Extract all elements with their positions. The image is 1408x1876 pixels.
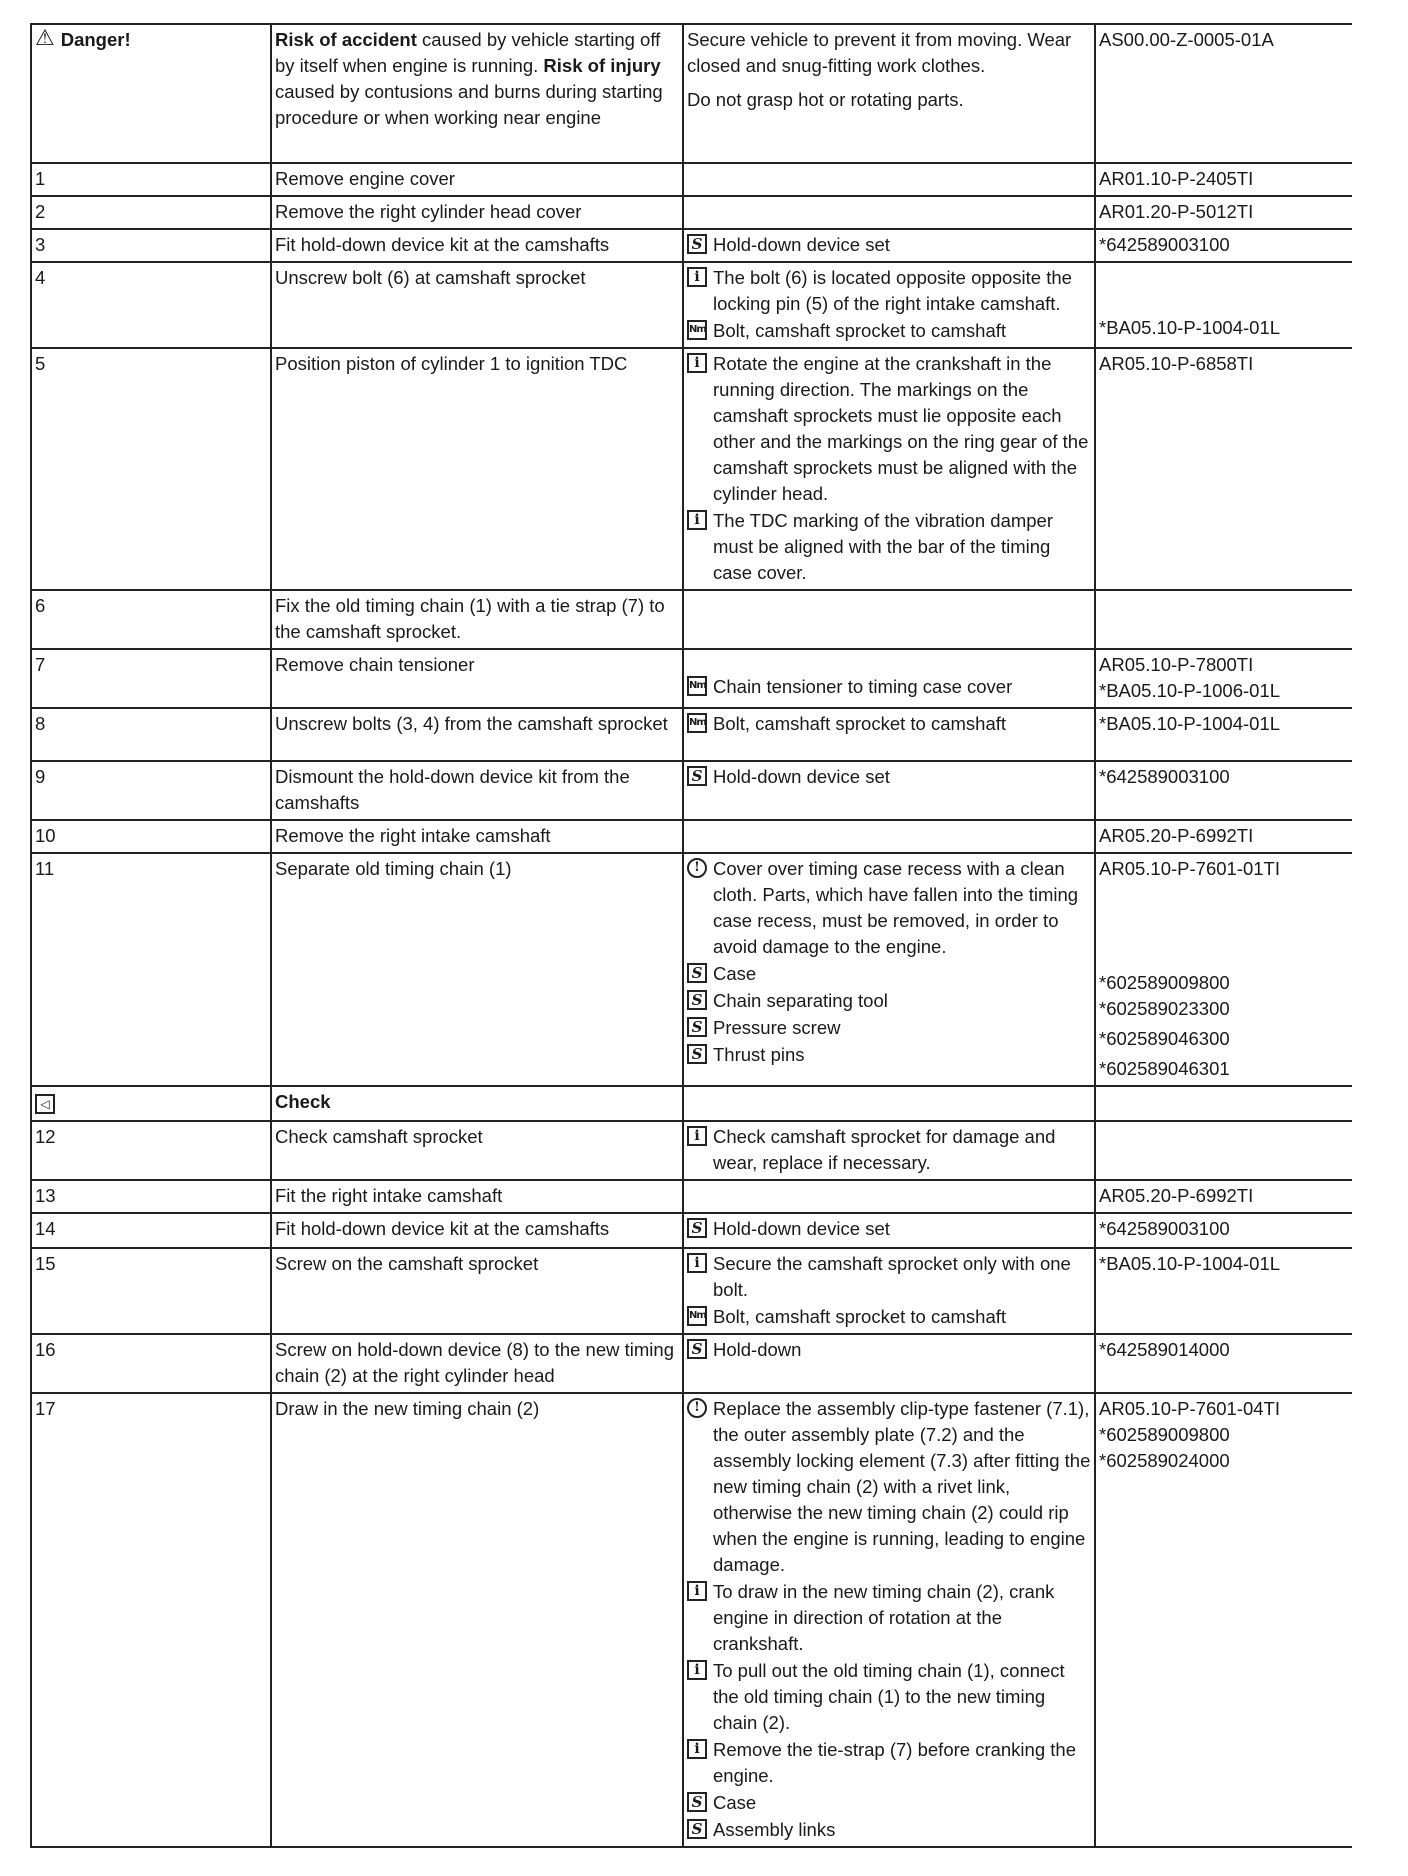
step-action: Draw in the new timing chain (2) (275, 1398, 540, 1419)
danger-row (31, 24, 1352, 163)
special-tool-icon: S (687, 1819, 707, 1839)
step-action-cell (271, 1213, 683, 1248)
note-line (687, 1579, 1091, 1657)
special-tool-icon: S (687, 990, 707, 1010)
reference-cell (1095, 1393, 1352, 1847)
reference-cell (1095, 853, 1352, 1086)
info-icon: i (687, 353, 707, 373)
step-action: Remove the right intake camshaft (275, 825, 551, 846)
step-number: 3 (35, 234, 46, 255)
step-number-cell (31, 590, 271, 649)
reference-cell (1095, 708, 1352, 761)
info-icon: i (687, 1739, 707, 1759)
special-tool-icon: S (687, 1218, 707, 1238)
note-text: Hold-down device set (713, 1218, 890, 1239)
danger-measures-cell (683, 24, 1095, 163)
step-notes-cell (683, 196, 1095, 229)
step-number-cell (31, 348, 271, 590)
step-number: 12 (35, 1126, 56, 1147)
reference-code: AR01.20-P-5012TI (1099, 201, 1254, 222)
step-action-cell (271, 1121, 683, 1180)
note-line (687, 508, 1091, 586)
step-notes-cell (683, 229, 1095, 262)
step-action: Remove the right cylinder head cover (275, 201, 582, 222)
step-action-cell (271, 348, 683, 590)
reference-code: *642589003100 (1099, 766, 1230, 787)
step-row (31, 262, 1352, 348)
note-text: The bolt (6) is located opposite opposite the locking pin (5) of the right intake camshaft. (713, 267, 1072, 314)
reference-cell (1095, 761, 1352, 820)
info-icon: i (687, 267, 707, 287)
step-number-cell (31, 708, 271, 761)
step-row (31, 708, 1352, 761)
note-line (687, 232, 1091, 258)
step-action-cell (271, 590, 683, 649)
step-number-cell (31, 262, 271, 348)
reference-code: *602589046301 (1099, 1058, 1230, 1079)
special-tool-icon: S (687, 1339, 707, 1359)
step-action-cell (271, 196, 683, 229)
step-number: 14 (35, 1218, 56, 1239)
note-line (687, 764, 1091, 790)
note-text: Thrust pins (713, 1044, 805, 1065)
note-line (687, 351, 1091, 507)
note-text: Pressure screw (713, 1017, 841, 1038)
note-line (687, 988, 1091, 1014)
note-text: Bolt, camshaft sprocket to camshaft (713, 713, 1007, 734)
step-action-cell (271, 262, 683, 348)
torque-nm-icon: Nm (687, 320, 707, 340)
special-tool-icon: S (687, 766, 707, 786)
step-action: Check camshaft sprocket (275, 1126, 483, 1147)
note-text: Remove the tie-strap (7) before cranking the engine. (713, 1739, 1076, 1786)
step-notes-cell (683, 1393, 1095, 1847)
step-number: 8 (35, 713, 46, 734)
reference-code: *602589009800 (1099, 972, 1230, 993)
note-line (687, 265, 1091, 317)
reference-cell (1095, 348, 1352, 590)
note-line (687, 1337, 1091, 1363)
step-row (31, 1180, 1352, 1213)
procedure-table (30, 23, 1352, 1848)
note-text: Chain separating tool (713, 990, 888, 1011)
step-action-cell (271, 163, 683, 196)
step-notes-cell (683, 262, 1095, 348)
reference-cell (1095, 262, 1352, 348)
note-text: To draw in the new timing chain (2), crank engine in direction of rotation at the crankshaft. (713, 1581, 1055, 1654)
danger-risk-cell (271, 24, 683, 163)
step-action-cell (271, 229, 683, 262)
step-number: 10 (35, 825, 56, 846)
step-action: Dismount the hold-down device kit from the camshafts (275, 766, 630, 813)
step-action-cell (271, 820, 683, 853)
note-text: Chain tensioner to timing case cover (713, 676, 1013, 697)
step-number: 15 (35, 1253, 56, 1274)
note-text: Rotate the engine at the crankshaft in the running direction. The markings on the camshaft sprockets must lie opposite each other and the markings on the ring gear of the camshaft sprockets must be aligned with the cylinder head. (713, 353, 1089, 504)
step-row (31, 590, 1352, 649)
step-action-cell (271, 1248, 683, 1334)
reference-cell (1095, 1213, 1352, 1248)
note-text: Hold-down (713, 1339, 802, 1360)
note-text: Assembly links (713, 1819, 836, 1840)
note-text: Secure the camshaft sprocket only with one bolt. (713, 1253, 1071, 1300)
reference-cell (1095, 1334, 1352, 1393)
step-action: Fix the old timing chain (1) with a tie strap (7) to the camshaft sprocket. (275, 595, 665, 642)
reference-cell (1095, 1248, 1352, 1334)
step-action: Screw on the camshaft sprocket (275, 1253, 539, 1274)
risk-accident-text: caused by vehicle starting off by itself when engine is running. (275, 29, 661, 76)
step-number: 16 (35, 1339, 56, 1360)
reference-code: AR05.10-P-7601-04TI (1099, 1398, 1280, 1419)
step-row (31, 820, 1352, 853)
note-line (687, 1015, 1091, 1041)
step-number: 1 (35, 168, 46, 189)
reference-code: *602589009800 (1099, 1424, 1230, 1445)
step-number-cell (31, 1248, 271, 1334)
step-row (31, 163, 1352, 196)
step-row (31, 1334, 1352, 1393)
step-action: Fit hold-down device kit at the camshafts (275, 234, 610, 255)
note-text: Cover over timing case recess with a clean cloth. Parts, which have fallen into the timing case recess, must be removed, in order to avoid damage to the engine. (713, 858, 1079, 957)
step-notes-cell (683, 708, 1095, 761)
step-row (31, 1248, 1352, 1334)
info-icon: i (687, 1581, 707, 1601)
note-line (687, 1737, 1091, 1789)
special-tool-icon: S (687, 1044, 707, 1064)
note-line (687, 1216, 1091, 1242)
back-arrow-icon: ◁ (35, 1094, 55, 1114)
step-row (31, 649, 1352, 708)
step-notes-cell (683, 348, 1095, 590)
step-action-cell (271, 1393, 683, 1847)
danger-ref-cell (1095, 24, 1352, 163)
step-number: 6 (35, 595, 46, 616)
special-tool-icon: S (687, 1017, 707, 1037)
reference-cell (1095, 649, 1352, 708)
note-line (687, 1396, 1091, 1578)
note-line (687, 1658, 1091, 1736)
step-row (31, 196, 1352, 229)
step-action: Unscrew bolts (3, 4) from the camshaft sprocket (275, 713, 668, 734)
step-row (31, 1213, 1352, 1248)
step-number: 13 (35, 1185, 56, 1206)
step-action-cell (271, 649, 683, 708)
note-line (687, 1790, 1091, 1816)
reference-code: AR05.10-P-7800TI (1099, 654, 1254, 675)
step-number-cell (31, 1086, 271, 1121)
note-line (687, 318, 1091, 344)
step-number-cell (31, 1121, 271, 1180)
step-row (31, 348, 1352, 590)
reference-cell (1095, 229, 1352, 262)
reference-code: AR05.20-P-6992TI (1099, 1185, 1254, 1206)
step-row (31, 1393, 1352, 1847)
note-text: Check camshaft sprocket for damage and wear, replace if necessary. (713, 1126, 1056, 1173)
reference-code: *642589003100 (1099, 1218, 1230, 1239)
check-row (31, 1086, 1352, 1121)
reference-cell (1095, 590, 1352, 649)
repair-document (30, 23, 1352, 1859)
special-tool-icon: S (687, 1792, 707, 1812)
step-action: Unscrew bolt (6) at camshaft sprocket (275, 267, 586, 288)
step-action: Remove chain tensioner (275, 654, 475, 675)
step-action: Remove engine cover (275, 168, 455, 189)
reference-cell (1095, 1086, 1352, 1121)
reference-code: *642589014000 (1099, 1339, 1230, 1360)
info-icon: i (687, 1660, 707, 1680)
step-notes-cell (683, 820, 1095, 853)
note-line (687, 1817, 1091, 1843)
step-number: 5 (35, 353, 46, 374)
step-notes-cell (683, 1248, 1095, 1334)
reference-code: AR01.10-P-2405TI (1099, 168, 1254, 189)
step-number-cell (31, 163, 271, 196)
note-line (687, 1042, 1091, 1068)
step-action: Fit hold-down device kit at the camshafts (275, 1218, 610, 1239)
step-number-cell (31, 1180, 271, 1213)
step-notes-cell (683, 1334, 1095, 1393)
caution-icon: ! (687, 1398, 707, 1418)
reference-code: *602589046300 (1099, 1028, 1230, 1049)
danger-cell (31, 24, 271, 163)
note-text: The TDC marking of the vibration damper must be aligned with the bar of the timing case cover. (713, 510, 1054, 583)
note-text: Replace the assembly clip-type fastener (7.1), the outer assembly plate (7.2) and the assembly locking element (7.3) after fitting the new timing chain (2) with a rivet link, otherwise the new timing chain (2) could rip when the engine is running, leading to engine damage. (713, 1398, 1091, 1575)
step-number: 11 (35, 858, 55, 879)
special-tool-icon: S (687, 234, 707, 254)
step-number-cell (31, 761, 271, 820)
reference-code: AR05.20-P-6992TI (1099, 825, 1254, 846)
step-notes-cell (683, 1121, 1095, 1180)
danger-reference: AS00.00-Z-0005-01A (1099, 29, 1274, 50)
step-row (31, 1121, 1352, 1180)
reference-code: *602589024000 (1099, 1450, 1230, 1471)
note-text: Bolt, camshaft sprocket to camshaft (713, 1306, 1007, 1327)
reference-code: *642589003100 (1099, 234, 1230, 255)
danger-label: Danger! (60, 29, 131, 50)
check-heading: Check (275, 1091, 331, 1112)
step-notes-cell (683, 853, 1095, 1086)
step-notes-cell (683, 649, 1095, 708)
step-action-cell (271, 1086, 683, 1121)
reference-cell (1095, 163, 1352, 196)
step-number: 17 (35, 1398, 56, 1419)
risk-injury-text: caused by contusions and burns during starting procedure or when working near engine (275, 81, 663, 128)
step-action-cell (271, 708, 683, 761)
step-notes-cell (683, 163, 1095, 196)
note-line (687, 1304, 1091, 1330)
risk-injury-label: Risk of injury (543, 55, 661, 76)
step-row (31, 853, 1352, 1086)
reference-code: AR05.10-P-6858TI (1099, 353, 1254, 374)
step-notes-cell (683, 590, 1095, 649)
note-text: Hold-down device set (713, 234, 890, 255)
note-text: To pull out the old timing chain (1), connect the old timing chain (1) to the new timing chain (2). (713, 1660, 1065, 1733)
step-number-cell (31, 1334, 271, 1393)
reference-code: *602589023300 (1099, 998, 1230, 1019)
step-notes-cell (683, 1180, 1095, 1213)
reference-cell (1095, 1180, 1352, 1213)
step-action: Screw on hold-down device (8) to the new timing chain (2) at the right cylinder head (275, 1339, 674, 1386)
note-line (687, 1124, 1091, 1176)
note-line (687, 711, 1091, 737)
step-notes-cell (683, 761, 1095, 820)
danger-measure: Secure vehicle to prevent it from moving. Wear closed and snug-fitting work clothes. (687, 29, 1072, 76)
info-icon: i (687, 1253, 707, 1273)
step-action-cell (271, 761, 683, 820)
reference-code: *BA05.10-P-1006-01L (1099, 680, 1281, 701)
step-number-cell (31, 820, 271, 853)
reference-code: *BA05.10-P-1004-01L (1099, 317, 1281, 338)
torque-nm-icon: Nm (687, 1306, 707, 1326)
step-number-cell (31, 853, 271, 1086)
reference-cell (1095, 1121, 1352, 1180)
step-action-cell (271, 1334, 683, 1393)
step-notes-cell (683, 1213, 1095, 1248)
note-text: Hold-down device set (713, 766, 890, 787)
step-number: 2 (35, 201, 46, 222)
step-number-cell (31, 1213, 271, 1248)
caution-icon: ! (687, 858, 707, 878)
special-tool-icon: S (687, 963, 707, 983)
step-row (31, 229, 1352, 262)
step-number-cell (31, 649, 271, 708)
step-number-cell (31, 196, 271, 229)
note-line (687, 856, 1091, 960)
note-line (687, 1251, 1091, 1303)
step-number: 7 (35, 654, 46, 675)
danger-measure: Do not grasp hot or rotating parts. (687, 89, 964, 110)
note-text: Case (713, 1792, 757, 1813)
reference-code: AR05.10-P-7601-01TI (1099, 858, 1280, 879)
note-text: Bolt, camshaft sprocket to camshaft (713, 320, 1007, 341)
warning-triangle-icon: ⚠ (35, 26, 55, 51)
step-number: 4 (35, 267, 46, 288)
info-icon: i (687, 1126, 707, 1146)
torque-nm-icon: Nm (687, 676, 707, 696)
torque-nm-icon: Nm (687, 713, 707, 733)
step-number: 9 (35, 766, 46, 787)
step-action: Fit the right intake camshaft (275, 1185, 503, 1206)
reference-cell (1095, 196, 1352, 229)
step-action: Separate old timing chain (1) (275, 858, 512, 879)
step-notes-cell (683, 1086, 1095, 1121)
note-line (687, 674, 1091, 700)
step-number-cell (31, 229, 271, 262)
info-icon: i (687, 510, 707, 530)
step-action-cell (271, 853, 683, 1086)
note-text: Case (713, 963, 757, 984)
step-action-cell (271, 1180, 683, 1213)
risk-accident-label: Risk of accident (275, 29, 417, 50)
reference-code: *BA05.10-P-1004-01L (1099, 1253, 1281, 1274)
reference-cell (1095, 820, 1352, 853)
step-row (31, 761, 1352, 820)
reference-code: *BA05.10-P-1004-01L (1099, 713, 1281, 734)
step-number-cell (31, 1393, 271, 1847)
step-action: Position piston of cylinder 1 to ignition TDC (275, 353, 628, 374)
note-line (687, 961, 1091, 987)
